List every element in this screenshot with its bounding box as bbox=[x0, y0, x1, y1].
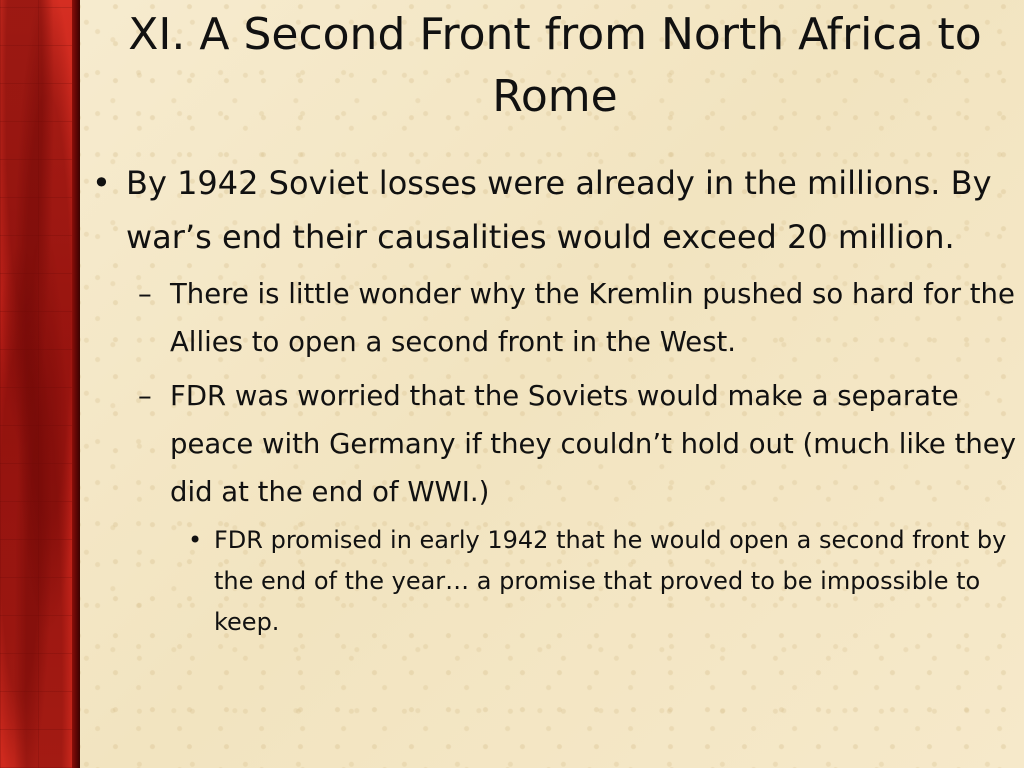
dash-marker: – bbox=[138, 380, 152, 412]
sub-bullet-text: FDR was worried that the Soviets would make a separate peace with Germany if they couldn’t hold out (much like they did at the end of WWI.) bbox=[170, 380, 1017, 508]
bullet-marker: • bbox=[188, 526, 203, 554]
slide-title: XI. A Second Front from North Africa to Rome bbox=[128, 9, 982, 122]
bullet-item bbox=[92, 156, 1020, 264]
sub-sub-bullet-text: FDR promised in early 1942 that he would open a second front by the end of the year… a promise that proved to be impossible to keep. bbox=[214, 526, 1007, 636]
dash-marker: – bbox=[138, 278, 152, 310]
bullet-marker: • bbox=[92, 164, 111, 202]
side-band-edge bbox=[72, 0, 80, 768]
decorative-side-band bbox=[0, 0, 80, 768]
bullet-text: By 1942 Soviet losses were already in the millions. By war’s end their causalities would exceed 20 million. bbox=[126, 164, 992, 256]
sub-bullet-text: There is little wonder why the Kremlin pushed so hard for the Allies to open a second front in the West. bbox=[170, 278, 1015, 358]
sub-sub-bullet-item bbox=[92, 520, 1020, 643]
sub-bullet-item bbox=[92, 270, 1020, 366]
slide-body bbox=[92, 156, 1020, 643]
sub-bullet-item bbox=[92, 372, 1020, 516]
